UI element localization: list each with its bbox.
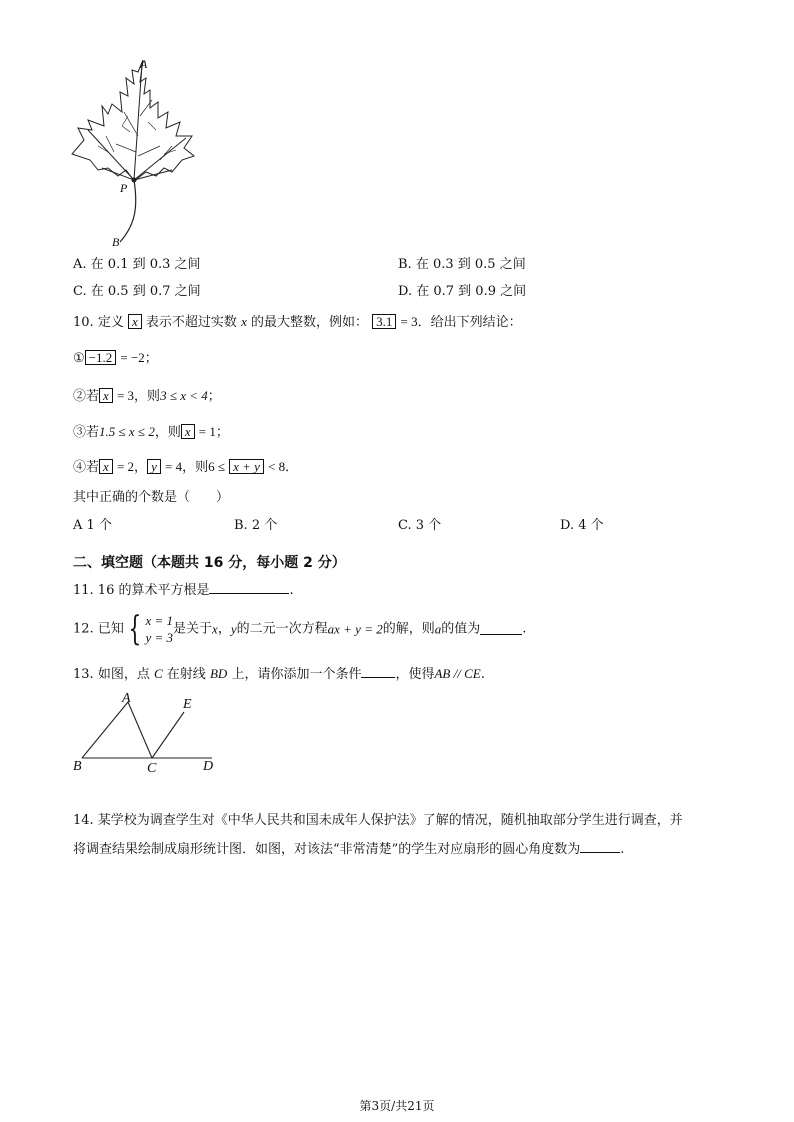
q14-line-2 <box>73 841 624 856</box>
item-text: ， <box>134 460 148 475</box>
q13 <box>73 666 485 681</box>
floor-bracket <box>147 459 161 474</box>
item-rhs: < 8 <box>268 459 286 474</box>
q9-option-d <box>398 285 526 298</box>
q10-option-d <box>560 519 604 532</box>
example-value: 3.1 <box>376 314 393 329</box>
option-letter: B. <box>398 257 412 272</box>
stem-text: 定义 <box>97 315 124 330</box>
leaf-label-p: P <box>120 181 128 195</box>
question-text: . <box>480 667 485 682</box>
example-result: = 3 <box>400 314 418 329</box>
var-x-plus-y: x + y <box>233 459 260 474</box>
point-c: C <box>153 666 163 681</box>
question-text: ，使得 <box>395 667 435 682</box>
leaf-label-b: B <box>112 235 120 249</box>
var-x: x <box>241 314 247 329</box>
floor-bracket <box>85 350 117 365</box>
question-text: ， <box>217 621 231 637</box>
var-x: x <box>212 621 218 637</box>
maple-leaf-figure <box>68 56 208 252</box>
item-text: ，则 <box>154 425 181 440</box>
question-text: 如图，点 <box>97 667 150 682</box>
fig-label-c: C <box>147 761 157 776</box>
equation-system <box>124 609 174 649</box>
question-text: 11. 16 的算术平方根是 <box>73 583 210 598</box>
q9-option-c <box>73 285 201 298</box>
question-text: . <box>289 583 294 598</box>
q14-line-1: 14. 某学校为调查学生对《中华人民共和国未成年人保护法》了解的情况，随机抽取部分学生进行调查，并 <box>73 813 683 828</box>
answer-blank[interactable] <box>580 841 620 853</box>
parallel-relation: AB // CE <box>434 666 481 681</box>
floor-bracket <box>372 314 396 329</box>
q9-option-a <box>73 258 201 271</box>
leaf-label-a: A <box>140 57 148 71</box>
item-text: 若 <box>86 425 100 440</box>
q10-option-a <box>73 519 112 532</box>
item-result: = −2； <box>120 350 158 365</box>
question-text: 已知 <box>97 621 124 637</box>
item-eq: = 2 <box>116 459 135 474</box>
item-mark: ③ <box>73 425 87 440</box>
item-condition: 1.5 ≤ x ≤ 2 <box>99 424 155 439</box>
q10-item-4 <box>73 459 298 474</box>
q9-option-b <box>398 258 526 271</box>
q10-stem <box>73 314 522 329</box>
question-text: 的二元一次方程 <box>236 621 328 637</box>
var-x: x <box>184 424 191 439</box>
floor-bracket <box>128 314 142 329</box>
option-letter: B. <box>234 518 248 533</box>
q10-question: 其中正确的个数是（ ） <box>73 490 230 505</box>
question-text: 将调查结果绘制成扇形统计图．如图，对该法“非常清楚”的学生对应扇形的圆心角度数为 <box>73 842 581 857</box>
fig-label-d: D <box>203 759 214 774</box>
floor-bracket <box>229 459 264 474</box>
item-text: ． <box>285 460 299 475</box>
equation-line: y = 3 <box>145 630 174 645</box>
fig-label-b: B <box>73 759 82 774</box>
option-text: 在 0.1 到 0.3 之间 <box>90 257 201 272</box>
stem-text: 表示不超过实数 <box>145 315 237 330</box>
item-value: −1.2 <box>88 350 113 365</box>
brace-icon: { <box>128 609 142 649</box>
option-letter: D. <box>398 284 413 299</box>
item-mark: ④ <box>73 460 87 475</box>
var-x: x <box>131 314 138 329</box>
item-lhs: 6 ≤ <box>208 459 225 474</box>
question-text: . <box>522 621 527 637</box>
var-a: a <box>434 621 442 637</box>
var-y: y <box>230 621 237 637</box>
item-text: 若 <box>86 389 100 404</box>
floor-bracket <box>181 424 195 439</box>
option-text: 2 个 <box>251 518 278 533</box>
var-y: y <box>151 459 157 474</box>
ray-bd: BD <box>209 666 228 681</box>
question-number: 13. <box>73 667 94 682</box>
question-text: 是关于 <box>173 621 213 637</box>
question-text: 的值为 <box>441 621 481 637</box>
option-letter: C. <box>398 518 412 533</box>
fig-label-e: E <box>183 697 192 712</box>
q11 <box>73 582 294 597</box>
option-letter: A. <box>73 257 87 272</box>
item-text: ，则 <box>134 389 161 404</box>
answer-blank[interactable] <box>209 582 289 594</box>
item-text: 若 <box>86 460 100 475</box>
item-eq: = 1 <box>198 424 216 439</box>
item-text: ； <box>215 425 229 440</box>
question-text: . <box>620 842 625 857</box>
item-eq: = 3 <box>116 388 135 403</box>
stem-text: ．给出下列结论： <box>417 315 522 330</box>
page-footer: 第3页/共21页 <box>359 1099 435 1113</box>
stem-text: 的最大整数，例如： <box>250 315 368 330</box>
item-text: ，则 <box>182 460 209 475</box>
option-text: 在 0.3 到 0.5 之间 <box>415 257 526 272</box>
question-number: 12. <box>73 621 94 637</box>
option-text: 3 个 <box>415 518 442 533</box>
q10-item-1 <box>73 350 158 365</box>
option-text: 4 个 <box>578 518 604 533</box>
question-text: 上，请你添加一个条件 <box>231 667 362 682</box>
answer-blank[interactable] <box>361 666 395 678</box>
section-title: 二、填空题（本题共 16 分，每小题 2 分） <box>73 555 346 571</box>
var-x: x <box>103 459 109 474</box>
var-x: x <box>103 388 109 403</box>
equation: ax + y = 2 <box>327 621 383 637</box>
q10-option-b <box>234 519 277 532</box>
item-eq: = 4 <box>164 459 183 474</box>
answer-blank[interactable] <box>480 623 522 635</box>
fig-label-a: A <box>122 691 131 706</box>
item-result: 3 ≤ x < 4 <box>160 388 208 403</box>
option-letter: C. <box>73 284 87 299</box>
option-text: 在 0.5 到 0.7 之间 <box>90 284 201 299</box>
question-text: 在射线 <box>166 667 206 682</box>
option-letter: A <box>73 518 83 533</box>
option-letter: D. <box>560 518 575 533</box>
floor-bracket <box>99 388 113 403</box>
q10-item-2 <box>73 388 221 403</box>
question-text: 的解，则 <box>382 621 435 637</box>
item-mark: ② <box>73 389 87 404</box>
q10-item-3 <box>73 424 229 439</box>
option-text: 在 0.7 到 0.9 之间 <box>416 284 527 299</box>
q10-option-c <box>398 519 441 532</box>
item-text: ； <box>207 389 221 404</box>
option-text: 1 个 <box>86 518 112 533</box>
q12 <box>73 609 527 649</box>
item-mark: ① <box>73 351 85 366</box>
floor-bracket <box>99 459 113 474</box>
question-number: 10. <box>73 315 94 330</box>
equation-line: x = 1 <box>145 613 174 628</box>
